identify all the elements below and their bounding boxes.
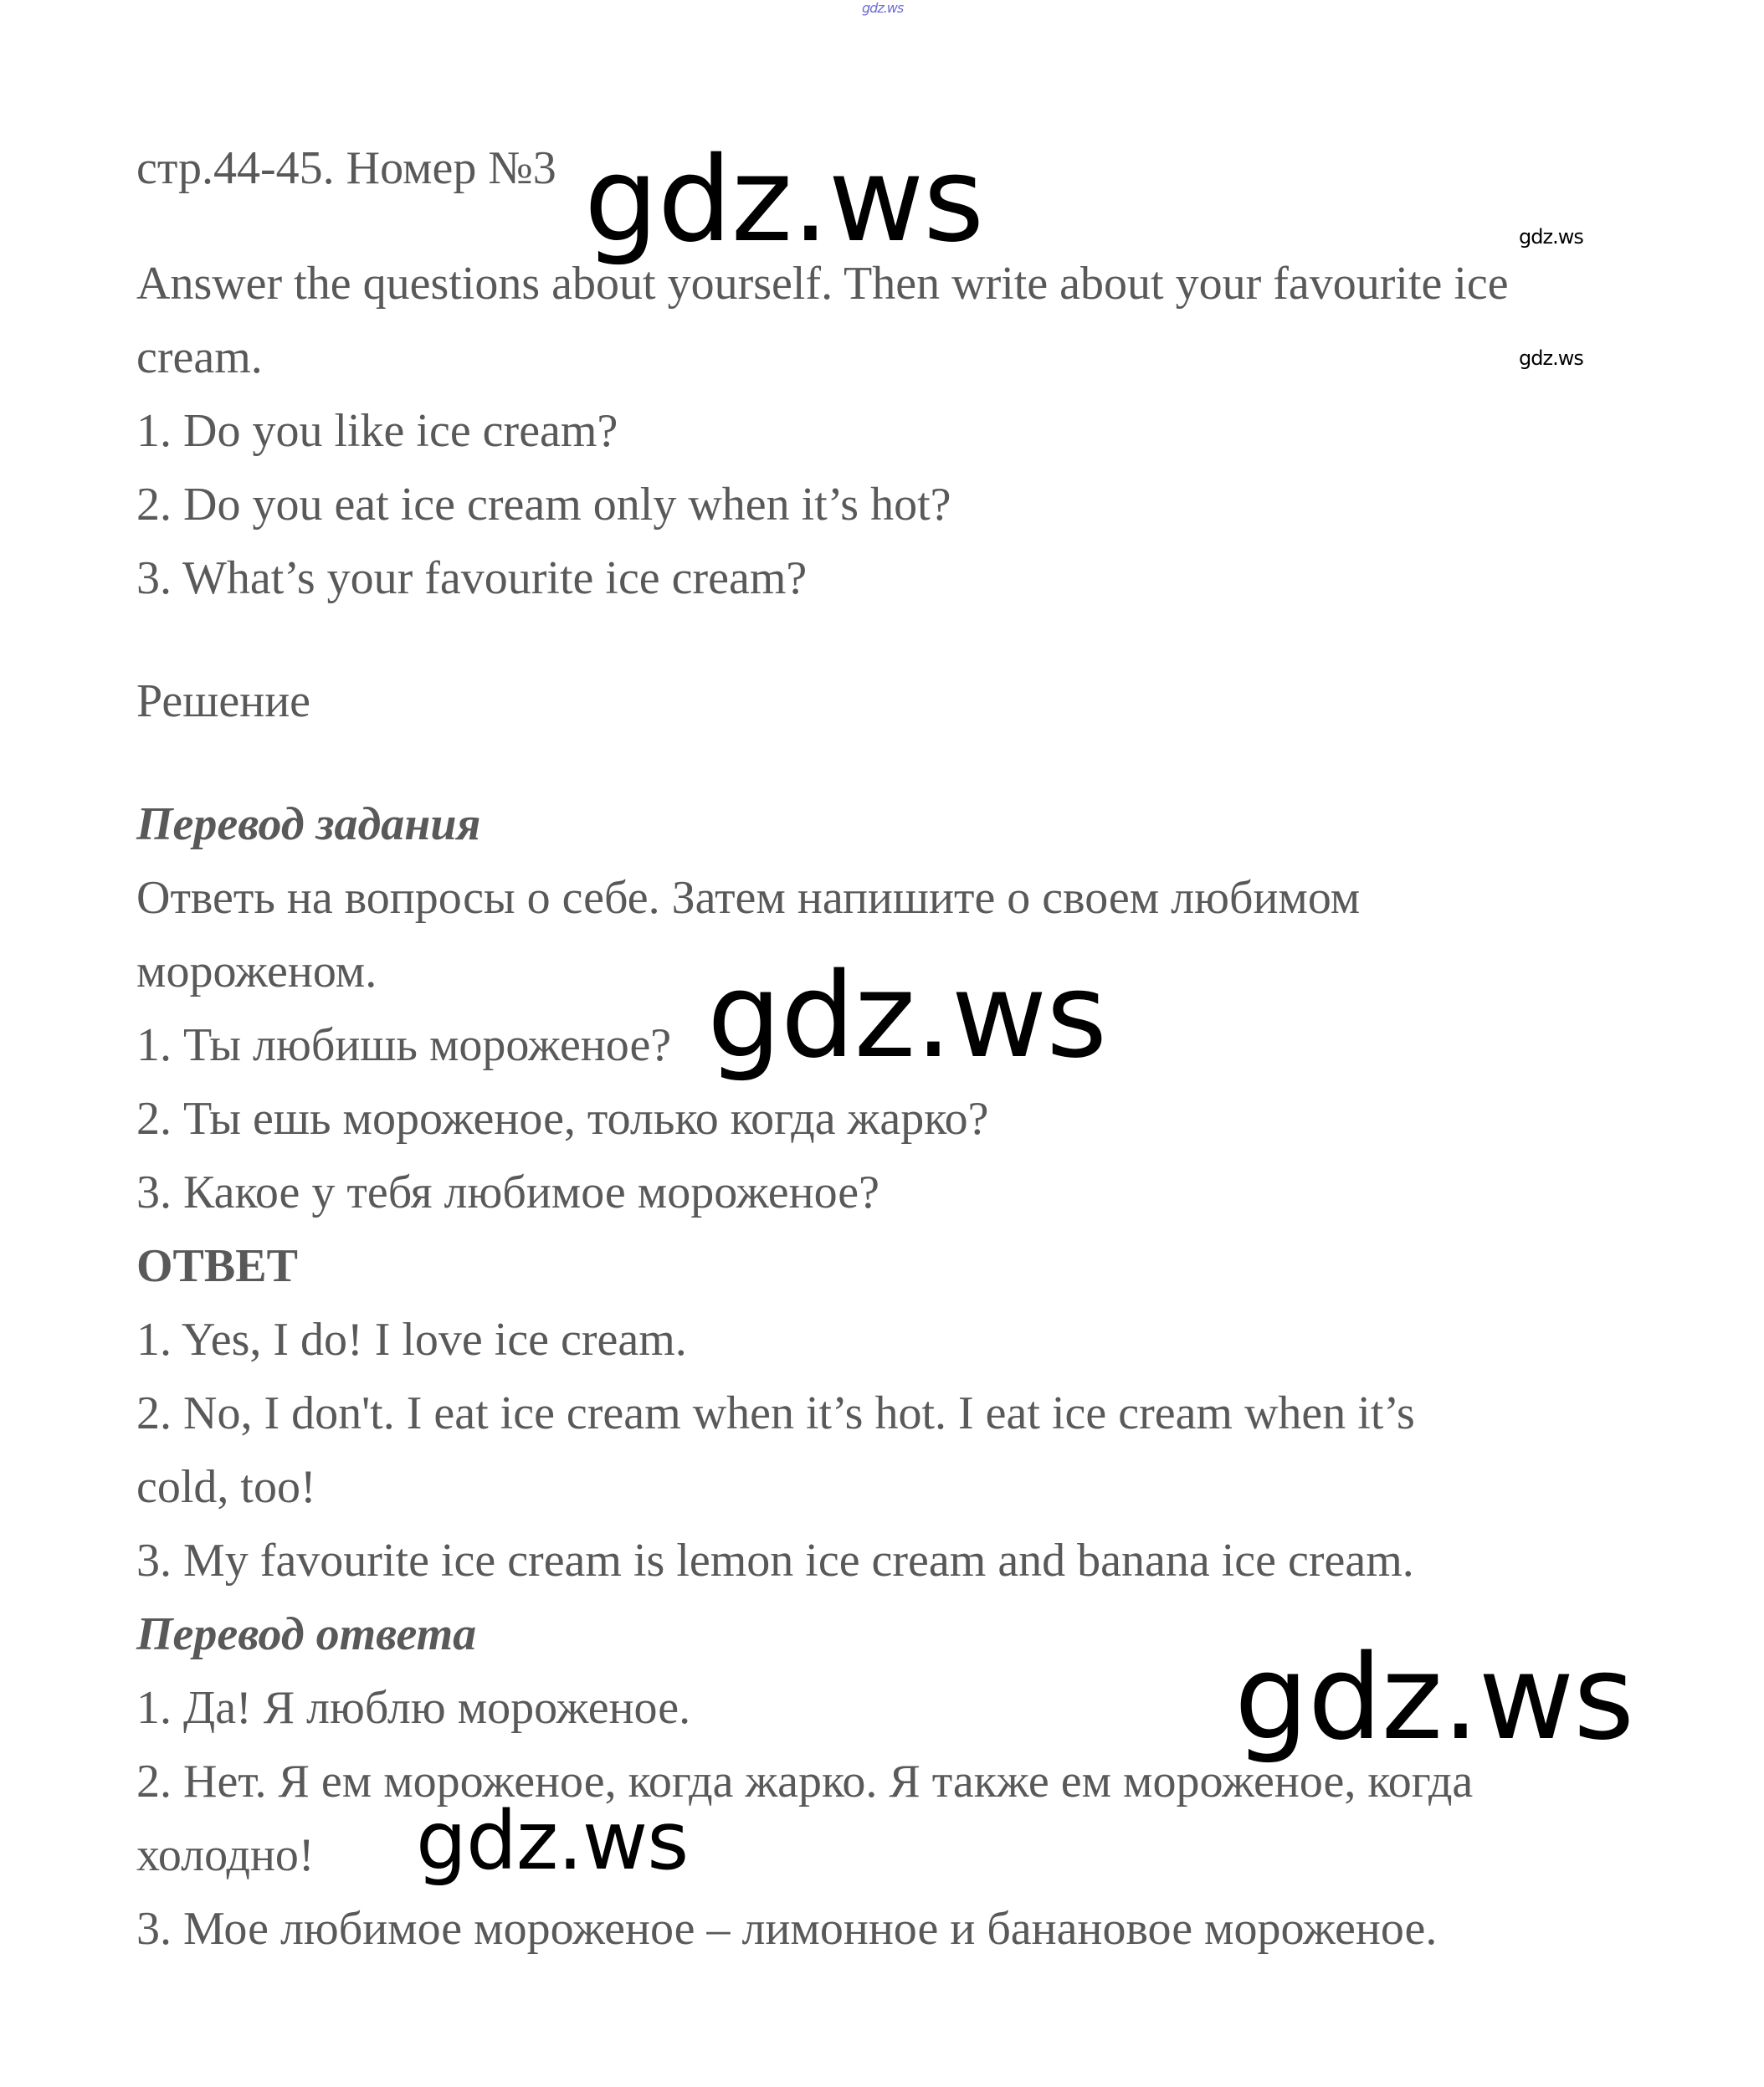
translation-line-1: Ответь на вопросы о себе. Затем напишите о своем любимом [136, 872, 1361, 924]
answer-heading: ОТВЕТ [136, 1240, 298, 1292]
translation-line-2: мороженом. [136, 946, 377, 997]
question-1: 1. Do you like ice cream? [136, 405, 618, 457]
answer-translation-1: 1. Да! Я люблю мороженое. [136, 1682, 691, 1734]
question-3: 3. What’s your favourite ice cream? [136, 552, 808, 604]
answer-translation-2-continued: холодно! [136, 1829, 315, 1881]
translation-heading: Перевод задания [136, 798, 481, 850]
answer-translation-2: 2. Нет. Я ем мороженое, когда жарко. Я также ем мороженое, когда [136, 1756, 1474, 1808]
answer-2: 2. No, I don't. I eat ice cream when it’s hot. I eat ice cream when it’s [136, 1387, 1415, 1439]
watermark-logo: gdz.ws [1234, 1630, 1634, 1767]
translation-question-3: 3. Какое у тебя любимое мороженое? [136, 1167, 879, 1218]
answer-1: 1. Yes, I do! I love ice cream. [136, 1314, 687, 1366]
task-title: стр.44-45. Номер №3 [136, 142, 556, 194]
translation-question-1: 1. Ты любишь мороженое? [136, 1019, 672, 1071]
question-2: 2. Do you eat ice cream only when it’s hot? [136, 479, 951, 531]
answer-translation-3: 3. Мое любимое мороженое – лимонное и банановое мороженое. [136, 1903, 1438, 1955]
translation-question-2: 2. Ты ешь мороженое, только когда жарко? [136, 1093, 989, 1145]
watermark-logo: gdz.ws [707, 948, 1107, 1085]
watermark-small: gdz.ws [1519, 225, 1583, 249]
watermark-logo: gdz.ws [584, 132, 984, 269]
task-instruction-line-1: Answer the questions about yourself. Then write about your favourite ice [136, 258, 1509, 310]
watermark-logo: gdz.ws [416, 1794, 689, 1888]
answer-2-continued: cold, too! [136, 1461, 316, 1513]
solution-heading: Решение [136, 675, 311, 727]
task-instruction-line-2: cream. [136, 331, 263, 383]
top-watermark: gdz.ws [862, 0, 904, 16]
answer-3: 3. My favourite ice cream is lemon ice cream and banana ice cream. [136, 1535, 1414, 1587]
watermark-small: gdz.ws [1519, 346, 1583, 370]
answer-translation-heading: Перевод ответа [136, 1608, 477, 1660]
